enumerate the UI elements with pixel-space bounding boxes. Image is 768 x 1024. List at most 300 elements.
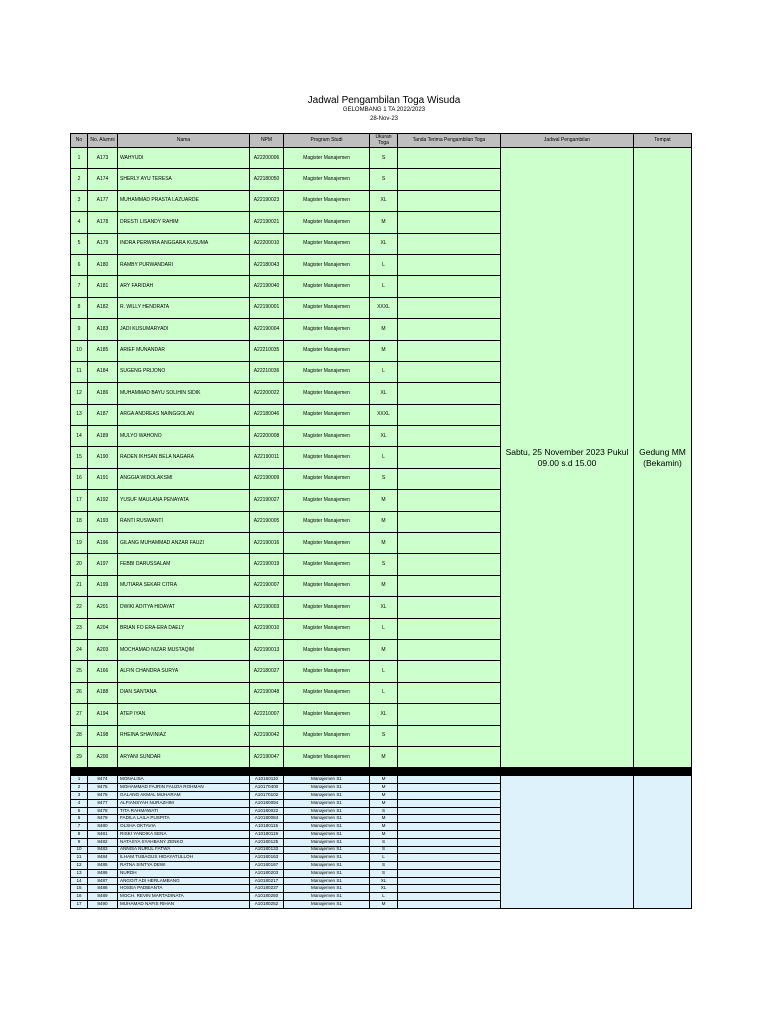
- study-program: Manajemen S1: [284, 869, 370, 877]
- toga-size: S: [370, 554, 398, 575]
- alumni-number: 8481: [88, 830, 118, 838]
- toga-size: M: [370, 575, 398, 596]
- student-npm: A22210007: [250, 704, 284, 725]
- study-program: Magister Manajemen: [284, 682, 370, 703]
- receipt-signature-cell: [398, 725, 501, 746]
- study-program: Magister Manajemen: [284, 319, 370, 340]
- student-name: ARYANI SUNDAR: [118, 746, 250, 767]
- receipt-signature-cell: [398, 361, 501, 382]
- alumni-number: A187: [88, 404, 118, 425]
- student-npm: A10180094: [250, 799, 284, 807]
- alumni-number: A196: [88, 533, 118, 554]
- header-row: [71, 134, 692, 148]
- study-program: Manajemen S1: [284, 815, 370, 823]
- student-name: RATNA SINTYA DEWI: [118, 862, 250, 870]
- toga-size: L: [370, 854, 398, 862]
- row-number: 1: [71, 776, 88, 784]
- alumni-number: 8480: [88, 823, 118, 831]
- receipt-signature-cell: [398, 233, 501, 254]
- receipt-signature-cell: [398, 618, 501, 639]
- toga-size: M: [370, 746, 398, 767]
- alumni-number: A186: [88, 383, 118, 404]
- student-name: JADI KUSUMARYADI: [118, 319, 250, 340]
- toga-size: L: [370, 447, 398, 468]
- page-date: 28-Nov-23: [369, 116, 398, 122]
- student-npm: A10170400: [250, 784, 284, 792]
- row-number: 19: [71, 533, 88, 554]
- pickup-location: [634, 776, 692, 909]
- row-number: 9: [71, 319, 88, 340]
- row-number: 11: [71, 361, 88, 382]
- separator-cell: [370, 768, 398, 776]
- receipt-signature-cell: [398, 340, 501, 361]
- toga-size: XL: [370, 383, 398, 404]
- alumni-number: A166: [88, 661, 118, 682]
- study-program: Magister Manajemen: [284, 554, 370, 575]
- toga-size: XL: [370, 597, 398, 618]
- student-name: ANNISA NURUL FATWA: [118, 846, 250, 854]
- col-header-ukuran-toga: Ukuran Toga: [370, 134, 398, 148]
- study-program: Magister Manajemen: [284, 212, 370, 233]
- row-number: 9: [71, 838, 88, 846]
- study-program: Magister Manajemen: [284, 254, 370, 275]
- receipt-signature-cell: [398, 862, 501, 870]
- student-npm: A10180163: [250, 854, 284, 862]
- toga-size: L: [370, 661, 398, 682]
- study-program: Magister Manajemen: [284, 704, 370, 725]
- row-number: 5: [71, 233, 88, 254]
- study-program: Magister Manajemen: [284, 490, 370, 511]
- receipt-signature-cell: [398, 190, 501, 211]
- col-header-nama: Nama: [118, 134, 250, 148]
- separator-cell: [634, 768, 692, 776]
- study-program: Manajemen S1: [284, 885, 370, 893]
- receipt-signature-cell: [398, 575, 501, 596]
- col-header-no-alumni: No. Alumni: [88, 134, 118, 148]
- student-name: RISKI YANDIKA SENA: [118, 830, 250, 838]
- student-name: RANTI RUSWANTI: [118, 511, 250, 532]
- alumni-number: 8486: [88, 869, 118, 877]
- student-name: MULYO WAHONO: [118, 426, 250, 447]
- student-name: ANGGIA WIDOLAKSMI: [118, 468, 250, 489]
- toga-size: M: [370, 784, 398, 792]
- student-npm: A22180027: [250, 661, 284, 682]
- toga-size: M: [370, 319, 398, 340]
- pickup-schedule: Sabtu, 25 November 2023 Pukul 09.00 s.d 15.00: [501, 148, 634, 768]
- student-npm: A10180250: [250, 893, 284, 901]
- student-name: RHEINA SHAVINIAZ: [118, 725, 250, 746]
- toga-size: M: [370, 830, 398, 838]
- student-name: DWIKI ADITYA HIDAYAT: [118, 597, 250, 618]
- student-name: DIAN SANTANA: [118, 682, 250, 703]
- toga-size: S: [370, 846, 398, 854]
- row-number: 27: [71, 704, 88, 725]
- student-npm: A10180119: [250, 830, 284, 838]
- student-name: MUHAMAD NAFIS RIHAN: [118, 901, 250, 909]
- toga-size: S: [370, 869, 398, 877]
- row-number: 3: [71, 791, 88, 799]
- table-row: [71, 148, 692, 169]
- toga-size: XXXL: [370, 297, 398, 318]
- student-name: ARGA ANDREAS NAINGGOLAN: [118, 404, 250, 425]
- student-name: ARIEF MUNANDAR: [118, 340, 250, 361]
- alumni-number: 8477: [88, 799, 118, 807]
- receipt-signature-cell: [398, 319, 501, 340]
- student-name: GILANG MUHAMMAD ANZAR FAUZI: [118, 533, 250, 554]
- student-name: WAHYUDI: [118, 148, 250, 169]
- separator-cell: [71, 768, 88, 776]
- study-program: Manajemen S1: [284, 838, 370, 846]
- student-npm: A22200022: [250, 383, 284, 404]
- toga-size: M: [370, 490, 398, 511]
- study-program: Magister Manajemen: [284, 746, 370, 767]
- alumni-number: A190: [88, 447, 118, 468]
- row-number: 25: [71, 661, 88, 682]
- study-program: Magister Manajemen: [284, 639, 370, 660]
- study-program: Manajemen S1: [284, 807, 370, 815]
- student-npm: A10180125: [250, 838, 284, 846]
- row-number: 13: [71, 404, 88, 425]
- toga-size: L: [370, 618, 398, 639]
- toga-size: M: [370, 815, 398, 823]
- receipt-signature-cell: [398, 169, 501, 190]
- student-npm: A10180237: [250, 885, 284, 893]
- receipt-signature-cell: [398, 869, 501, 877]
- toga-size: L: [370, 361, 398, 382]
- student-npm: A22190027: [250, 490, 284, 511]
- alumni-number: 8483: [88, 846, 118, 854]
- alumni-number: 8476: [88, 791, 118, 799]
- row-number: 16: [71, 893, 88, 901]
- student-name: ANGGIT ADI HERLAMBANG: [118, 877, 250, 885]
- toga-size: XL: [370, 426, 398, 447]
- student-npm: A22190007: [250, 575, 284, 596]
- receipt-signature-cell: [398, 854, 501, 862]
- row-number: 7: [71, 276, 88, 297]
- col-header-npm: NPM: [250, 134, 284, 148]
- student-npm: A22210035: [250, 340, 284, 361]
- alumni-number: 8484: [88, 854, 118, 862]
- student-npm: A10180217: [250, 877, 284, 885]
- receipt-signature-cell: [398, 823, 501, 831]
- row-number: 6: [71, 254, 88, 275]
- study-program: Magister Manajemen: [284, 340, 370, 361]
- col-header-tempat: Tempat: [634, 134, 692, 148]
- row-number: 8: [71, 830, 88, 838]
- study-program: Magister Manajemen: [284, 169, 370, 190]
- alumni-number: A177: [88, 190, 118, 211]
- study-program: Manajemen S1: [284, 893, 370, 901]
- row-number: 8: [71, 297, 88, 318]
- student-name: YUSUF MAULANA PENAYATA: [118, 490, 250, 511]
- page-title: Jadwal Pengambilan Toga Wisuda: [307, 95, 461, 106]
- row-number: 3: [71, 190, 88, 211]
- row-number: 11: [71, 854, 88, 862]
- row-number: 15: [71, 447, 88, 468]
- row-number: 12: [71, 383, 88, 404]
- toga-size: XL: [370, 190, 398, 211]
- study-program: Manajemen S1: [284, 846, 370, 854]
- receipt-signature-cell: [398, 383, 501, 404]
- row-number: 14: [71, 426, 88, 447]
- receipt-signature-cell: [398, 877, 501, 885]
- student-name: FEBBI DARUSSALAM: [118, 554, 250, 575]
- schedule-table: [70, 133, 692, 909]
- receipt-signature-cell: [398, 254, 501, 275]
- alumni-number: A180: [88, 254, 118, 275]
- student-name: MUTIARA SEKAR CITRA: [118, 575, 250, 596]
- toga-size: M: [370, 533, 398, 554]
- pickup-schedule: [501, 776, 634, 909]
- receipt-signature-cell: [398, 746, 501, 767]
- student-npm: A22180046: [250, 404, 284, 425]
- row-number: 14: [71, 877, 88, 885]
- receipt-signature-cell: [398, 597, 501, 618]
- study-program: Magister Manajemen: [284, 618, 370, 639]
- alumni-number: A197: [88, 554, 118, 575]
- student-npm: A22190016: [250, 533, 284, 554]
- student-npm: A22200010: [250, 233, 284, 254]
- study-program: Magister Manajemen: [284, 511, 370, 532]
- row-number: 28: [71, 725, 88, 746]
- alumni-number: A204: [88, 618, 118, 639]
- row-number: 1: [71, 148, 88, 169]
- student-npm: A22180050: [250, 169, 284, 190]
- alumni-number: A173: [88, 148, 118, 169]
- toga-size: M: [370, 823, 398, 831]
- student-npm: A22210036: [250, 361, 284, 382]
- alumni-number: 8487: [88, 877, 118, 885]
- alumni-number: 8488: [88, 885, 118, 893]
- row-number: 10: [71, 340, 88, 361]
- student-npm: A10180022: [250, 807, 284, 815]
- study-program: Manajemen S1: [284, 784, 370, 792]
- alumni-number: A189: [88, 426, 118, 447]
- student-name: R. WILLY HENDRATA: [118, 297, 250, 318]
- student-npm: A22190013: [250, 639, 284, 660]
- alumni-number: 8474: [88, 776, 118, 784]
- student-npm: A22190011: [250, 447, 284, 468]
- row-number: 22: [71, 597, 88, 618]
- receipt-signature-cell: [398, 639, 501, 660]
- receipt-signature-cell: [398, 426, 501, 447]
- row-number: 21: [71, 575, 88, 596]
- row-number: 20: [71, 554, 88, 575]
- toga-size: M: [370, 212, 398, 233]
- receipt-signature-cell: [398, 148, 501, 169]
- student-name: ALFIANSYAH NURAZHIM: [118, 799, 250, 807]
- student-name: DRESTI LISANDY RAHIM: [118, 212, 250, 233]
- toga-size: S: [370, 148, 398, 169]
- alumni-number: A181: [88, 276, 118, 297]
- student-npm: A10180252: [250, 901, 284, 909]
- receipt-signature-cell: [398, 815, 501, 823]
- alumni-number: 8475: [88, 784, 118, 792]
- study-program: Magister Manajemen: [284, 361, 370, 382]
- receipt-signature-cell: [398, 490, 501, 511]
- row-number: 13: [71, 869, 88, 877]
- alumni-number: A198: [88, 725, 118, 746]
- study-program: Manajemen S1: [284, 776, 370, 784]
- toga-size: XL: [370, 233, 398, 254]
- student-npm: A22190040: [250, 276, 284, 297]
- row-number: 7: [71, 823, 88, 831]
- receipt-signature-cell: [398, 276, 501, 297]
- study-program: Magister Manajemen: [284, 297, 370, 318]
- student-npm: A22190003: [250, 597, 284, 618]
- alumni-number: 8485: [88, 862, 118, 870]
- student-npm: A22190023: [250, 190, 284, 211]
- study-program: Magister Manajemen: [284, 447, 370, 468]
- study-program: Magister Manajemen: [284, 276, 370, 297]
- study-program: Magister Manajemen: [284, 190, 370, 211]
- alumni-number: A194: [88, 704, 118, 725]
- row-number: 5: [71, 807, 88, 815]
- receipt-signature-cell: [398, 784, 501, 792]
- student-name: ATEP IYAN: [118, 704, 250, 725]
- student-name: INDRA PERWIRA ANGGARA KUSUMA: [118, 233, 250, 254]
- alumni-number: A174: [88, 169, 118, 190]
- row-number: 2: [71, 784, 88, 792]
- alumni-number: A199: [88, 575, 118, 596]
- alumni-number: A193: [88, 511, 118, 532]
- receipt-signature-cell: [398, 791, 501, 799]
- study-program: Manajemen S1: [284, 823, 370, 831]
- row-number: 4: [71, 212, 88, 233]
- col-header-program-studi: Program Studi: [284, 134, 370, 148]
- student-npm: A22200006: [250, 148, 284, 169]
- receipt-signature-cell: [398, 846, 501, 854]
- study-program: Magister Manajemen: [284, 661, 370, 682]
- receipt-signature-cell: [398, 838, 501, 846]
- receipt-signature-cell: [398, 554, 501, 575]
- student-npm: A22190005: [250, 511, 284, 532]
- student-npm: A22200008: [250, 426, 284, 447]
- student-name: SUGENG PRIJONO: [118, 361, 250, 382]
- separator-cell: [250, 768, 284, 776]
- student-name: MUHAMMAD PRASTA LAZUARDE: [118, 190, 250, 211]
- receipt-signature-cell: [398, 901, 501, 909]
- toga-size: S: [370, 169, 398, 190]
- student-name: OLSHA OKTAVIA: [118, 823, 250, 831]
- student-npm: A22190021: [250, 212, 284, 233]
- row-number: 29: [71, 746, 88, 767]
- alumni-number: A179: [88, 233, 118, 254]
- student-name: FADILA LAILA PUSPITA: [118, 815, 250, 823]
- col-header-no: No: [71, 134, 88, 148]
- alumni-number: A178: [88, 212, 118, 233]
- study-program: Magister Manajemen: [284, 383, 370, 404]
- toga-size: S: [370, 725, 398, 746]
- toga-size: M: [370, 791, 398, 799]
- row-number: 24: [71, 639, 88, 660]
- student-npm: A22190009: [250, 468, 284, 489]
- toga-size: M: [370, 639, 398, 660]
- row-number: 10: [71, 846, 88, 854]
- receipt-signature-cell: [398, 830, 501, 838]
- toga-size: L: [370, 893, 398, 901]
- student-npm: A10180084: [250, 815, 284, 823]
- row-number: 6: [71, 815, 88, 823]
- row-number: 4: [71, 799, 88, 807]
- separator-cell: [398, 768, 501, 776]
- table-row: [71, 776, 692, 784]
- study-program: Manajemen S1: [284, 862, 370, 870]
- receipt-signature-cell: [398, 212, 501, 233]
- study-program: Magister Manajemen: [284, 533, 370, 554]
- alumni-number: 8479: [88, 815, 118, 823]
- toga-size: L: [370, 276, 398, 297]
- student-npm: A10160110: [250, 776, 284, 784]
- receipt-signature-cell: [398, 885, 501, 893]
- study-program: Manajemen S1: [284, 877, 370, 885]
- student-name: RADEN IKHSAN BELA NAGARA: [118, 447, 250, 468]
- student-name: GALANG AKMAL MUHARAM: [118, 791, 250, 799]
- receipt-signature-cell: [398, 893, 501, 901]
- receipt-signature-cell: [398, 447, 501, 468]
- study-program: Manajemen S1: [284, 901, 370, 909]
- student-npm: A10180115: [250, 823, 284, 831]
- study-program: Magister Manajemen: [284, 426, 370, 447]
- alumni-number: A191: [88, 468, 118, 489]
- toga-size: M: [370, 511, 398, 532]
- student-name: MUHAMMAD BAYU SOLIHIN SIDIK: [118, 383, 250, 404]
- separator-cell: [118, 768, 250, 776]
- study-program: Manajemen S1: [284, 830, 370, 838]
- study-program: Manajemen S1: [284, 799, 370, 807]
- student-npm: A22190010: [250, 618, 284, 639]
- study-program: Magister Manajemen: [284, 233, 370, 254]
- alumni-number: A185: [88, 340, 118, 361]
- toga-size: M: [370, 799, 398, 807]
- toga-size: XXXL: [370, 404, 398, 425]
- student-name: SHERLY AYU TERESA: [118, 169, 250, 190]
- alumni-number: A184: [88, 361, 118, 382]
- study-program: Magister Manajemen: [284, 468, 370, 489]
- toga-size: L: [370, 254, 398, 275]
- group-separator: [71, 768, 692, 776]
- alumni-number: 8489: [88, 893, 118, 901]
- student-name: ILHAM TUBAGUS HIDAYATULLOH: [118, 854, 250, 862]
- student-name: TITA RAHMAWATI: [118, 807, 250, 815]
- student-name: NATASYA SYAHBANY ZENKO: [118, 838, 250, 846]
- receipt-signature-cell: [398, 404, 501, 425]
- row-number: 23: [71, 618, 88, 639]
- study-program: Magister Manajemen: [284, 597, 370, 618]
- toga-size: L: [370, 682, 398, 703]
- alumni-number: 8478: [88, 807, 118, 815]
- student-name: BRIAN FO ERA-ERA DAELY: [118, 618, 250, 639]
- study-program: Manajemen S1: [284, 854, 370, 862]
- receipt-signature-cell: [398, 682, 501, 703]
- study-program: Magister Manajemen: [284, 725, 370, 746]
- alumni-number: A192: [88, 490, 118, 511]
- receipt-signature-cell: [398, 776, 501, 784]
- toga-size: XL: [370, 704, 398, 725]
- student-npm: A22190004: [250, 319, 284, 340]
- row-number: 12: [71, 862, 88, 870]
- separator-cell: [284, 768, 370, 776]
- toga-size: M: [370, 340, 398, 361]
- student-npm: A10170102: [250, 791, 284, 799]
- study-program: Magister Manajemen: [284, 404, 370, 425]
- row-number: 26: [71, 682, 88, 703]
- alumni-number: 8490: [88, 901, 118, 909]
- receipt-signature-cell: [398, 297, 501, 318]
- student-npm: A22190001: [250, 297, 284, 318]
- student-name: ALFIN CHANDRA SURYA: [118, 661, 250, 682]
- student-name: MOCHAMAD NIZAR MUSTAQIM: [118, 639, 250, 660]
